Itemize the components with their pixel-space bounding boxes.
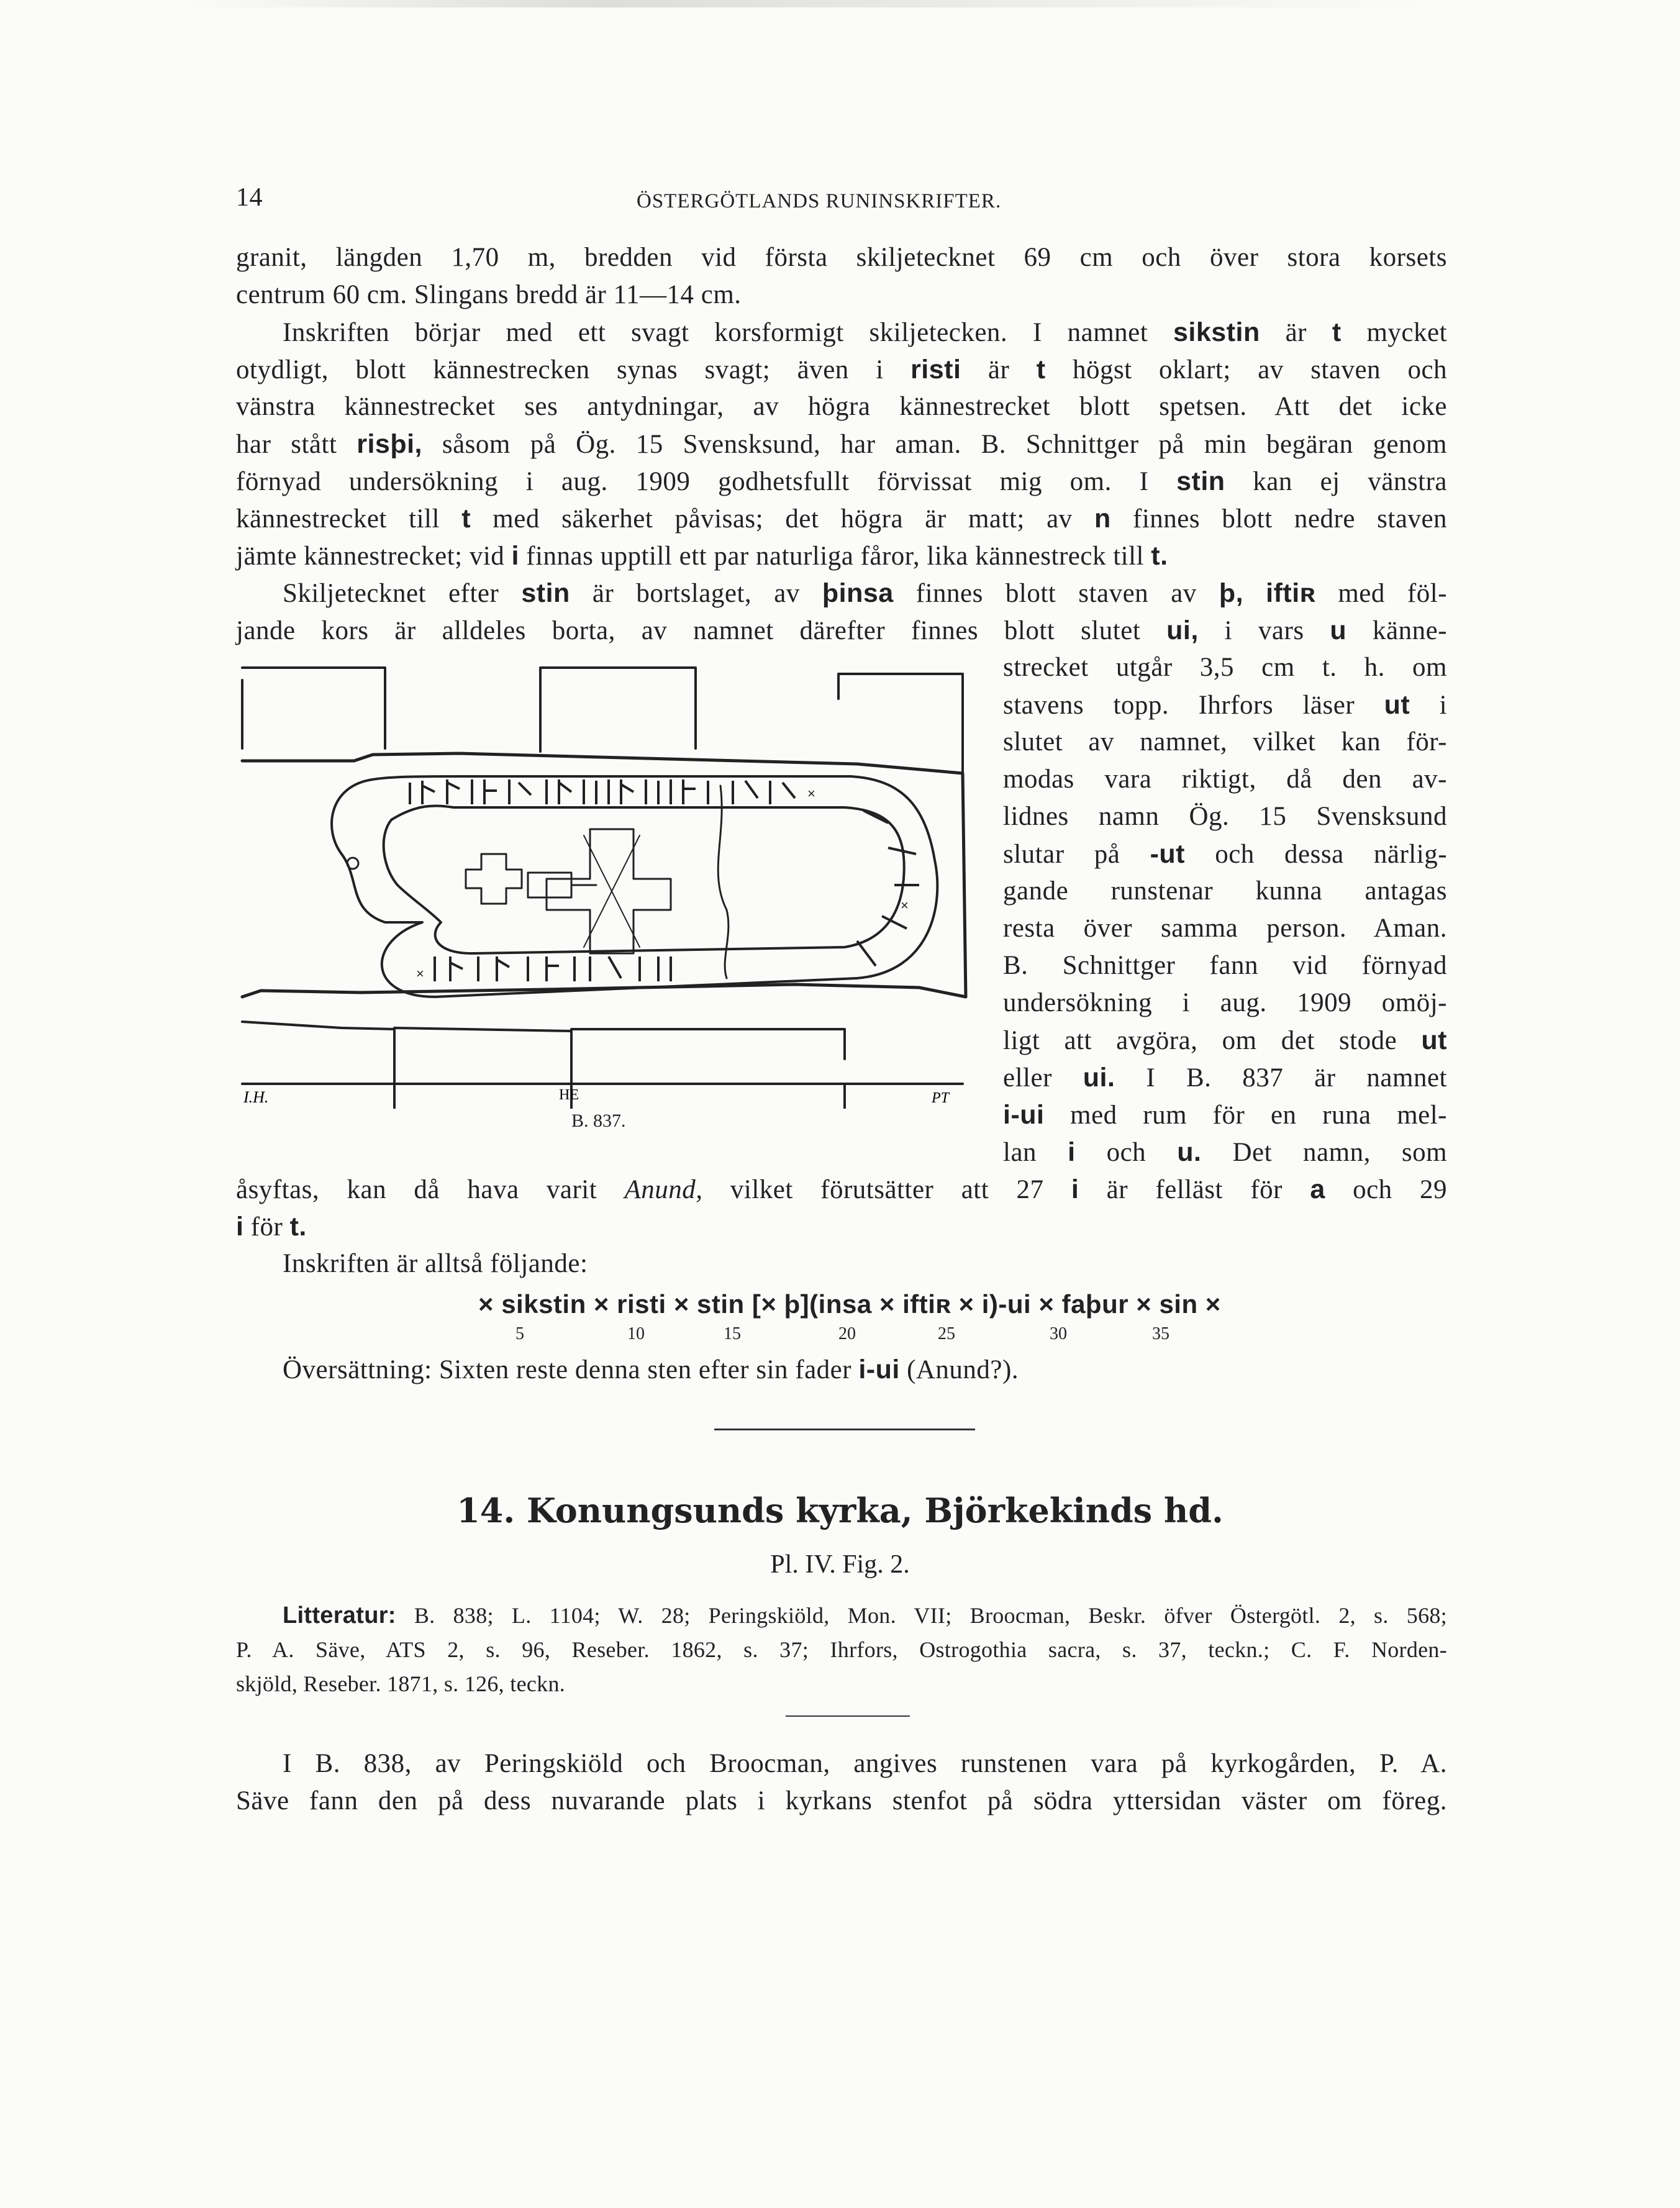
serpent-eye [347, 858, 358, 869]
svg-text:×: × [807, 786, 815, 801]
literature-line-1: Litteratur: B. 838; L. 1104; W. 28; Peringskiöld, Mon. VII; Broocman, Beskr. öfver Östergötl. 2, s. 568; [283, 1602, 1447, 1629]
initials-left: I.H. [243, 1088, 269, 1106]
runes-top [410, 779, 795, 804]
small-cross [466, 854, 522, 904]
literature-line-3: skjöld, Reseber. 1871, s. 126, teckn. [236, 1671, 566, 1696]
running-title: ÖSTERGÖTLANDS RUNINSKRIFTER. [637, 190, 1002, 212]
side-line-14: lan i och u. Det namn, som [1003, 1137, 1448, 1167]
rune-number: 30 [1050, 1324, 1067, 1343]
after-line-2: i för t. [236, 1212, 307, 1242]
side-line-11: ligt att avgöra, om det stode ut [1003, 1025, 1447, 1055]
side-line-2: stavens topp. Ihrfors läser ut i [1003, 690, 1448, 720]
cross-shaft [528, 873, 596, 897]
page-number: 14 [236, 183, 263, 212]
body-line-1: granit, längden 1,70 m, bredden vid första skiljetecknet 69 cm och över stora korsets [236, 243, 1447, 272]
serpent-band-outer [332, 776, 937, 997]
after-line-1: åsyftas, kan då hava varit Anund, vilket förutsätter att 27 i är felläst för a och 29 [236, 1174, 1448, 1204]
after-line-3: Inskriften är alltså följande: [283, 1249, 588, 1278]
side-line-8: resta över samma person. Aman. [1003, 914, 1447, 943]
body-line-7: förnyad undersökning i aug. 1909 godhetsfullt förvissat mig om. I stin kan ej vänstra [236, 466, 1448, 496]
section-heading: 14. Konungsunds kyrka, Björkekinds hd. [456, 1491, 1224, 1530]
translation: Översättning: Sixten reste denna sten efter sin fader i-ui (Anund?). [283, 1355, 1019, 1384]
body-line-11: jande kors är alldeles borta, av namnet därefter finnes blott slutet ui, i vars u känne- [236, 616, 1448, 645]
initials-mid: HE [559, 1087, 579, 1103]
svg-text:×: × [416, 966, 424, 981]
side-line-13: i-ui med rum för en runa mel- [1003, 1100, 1448, 1130]
plate-reference: Pl. IV. Fig. 2. [770, 1550, 910, 1579]
side-line-5: lidnes namn Ög. 15 Svensksund [1003, 802, 1447, 831]
section-divider [714, 1429, 975, 1430]
rune-number: 35 [1152, 1324, 1169, 1343]
rune-number: 15 [724, 1324, 741, 1343]
side-line-6: slutar på -ut och dessa närlig- [1003, 839, 1448, 869]
body-line-6: har stått risþi, såsom på Ög. 15 Svensksund, har aman. B. Schnittger på min begäran genom [236, 429, 1448, 459]
side-line-10: undersökning i aug. 1909 omöj- [1003, 988, 1447, 1017]
side-line-9: B. Schnittger fann vid förnyad [1003, 951, 1447, 980]
body-line-2: centrum 60 cm. Slingans bredd är 11—14 cm. [236, 280, 742, 309]
svg-text:×: × [901, 897, 909, 913]
closing-line-2: Säve fann den på dess nuvarande plats i kyrkans stenfot på södra yttersidan väster om föreg. [236, 1786, 1447, 1815]
side-line-7: gande runstenar kunna antagas [1003, 876, 1447, 906]
large-cross [547, 829, 671, 953]
body-line-3: Inskriften börjar med ett svagt korsformigt skiljetecken. I namnet sikstin är t mycket [283, 317, 1448, 347]
body-line-8: kännestrecket till t med säkerhet påvisas; det högra är matt; av n finnes blott nedre staven [236, 504, 1448, 534]
scan-edge-shadow [186, 0, 1428, 7]
figure-caption: B. 837. [571, 1111, 626, 1131]
body-line-9: jämte kännestrecket; vid i finnas upptill ett par naturliga fåror, lika kännestreck till t. [236, 541, 1168, 571]
masonry-block [242, 668, 385, 748]
body-line-10: Skiljetecknet efter stin är bortslaget, av þinsa finnes blott staven av þ, iftiʀ med föl- [283, 578, 1448, 608]
rune-number: 5 [515, 1324, 524, 1343]
rune-number: 20 [838, 1324, 856, 1343]
inscription-numbers [478, 1324, 1224, 1347]
body-line-4: otydligt, blott kännestrecken synas svagt; även i risti är t högst oklart; av staven och [236, 355, 1448, 384]
literature-line-2: P. A. Säve, ATS 2, s. 96, Reseber. 1862, s. 37; Ihrfors, Ostrogothia sacra, s. 37, teckn.; C. F. Norden- [236, 1637, 1447, 1662]
body-line-5: vänstra kännestrecket ses antydningar, av högra kännestrecket blott spetsen. Att det icke [236, 392, 1447, 421]
rune-number: 10 [627, 1324, 645, 1343]
runes-bottom [435, 956, 671, 981]
literature-divider [786, 1715, 910, 1717]
side-line-3: slutet av namnet, vilket kan för- [1003, 727, 1447, 756]
initials-right: PT [932, 1090, 950, 1106]
masonry-block [540, 668, 696, 752]
side-line-4: modas vara riktigt, då den av- [1003, 765, 1447, 794]
runestone-drawing [236, 649, 981, 1109]
closing-line-1: I B. 838, av Peringskiöld och Broocman, angives runstenen vara på kyrkogården, P. A. [283, 1749, 1447, 1778]
runes-right [857, 811, 919, 966]
side-line-12: eller ui. I B. 837 är namnet [1003, 1063, 1448, 1093]
side-line-1: strecket utgår 3,5 cm t. h. om [1003, 653, 1447, 682]
inscription-text: × sikstin × risti × stin [× þ](insa × iftiʀ × i)-ui × faþur × sin × [478, 1289, 1221, 1319]
masonry-block [242, 1022, 845, 1084]
rune-number: 25 [938, 1324, 955, 1343]
masonry-block [242, 1084, 963, 1109]
masonry-block [838, 674, 963, 773]
